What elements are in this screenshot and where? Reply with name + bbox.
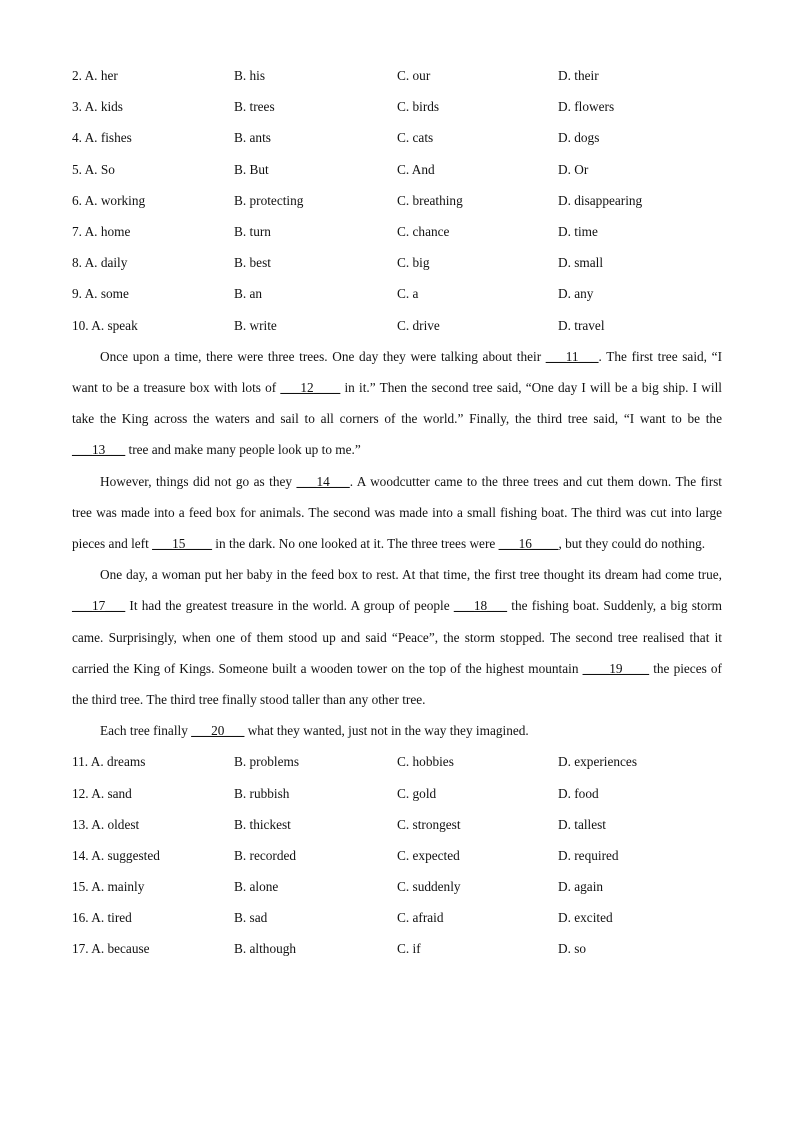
option-b: B. thickest [234,816,291,832]
blank-16: ___16____ [498,535,559,551]
option-b: B. although [234,941,297,957]
option-d: D. so [558,941,587,957]
passage-text: Each tree finally [100,723,192,739]
passage-text: , but they could do nothing. [558,535,706,551]
passage-text: . The first tree said, “I want to be a treasure box with lots of [72,348,722,395]
option-a: 16. A. tired [72,910,132,926]
option-d: D. disappearing [558,192,643,208]
passage-text: . A woodcutter came to the three trees and cut them down. The first tree was made into a feed box for animals. The second was made into a small fishing boat. The third was cut into large pieces and left [72,473,722,551]
option-a: 7. A. home [72,223,131,239]
option-row-7 [72,216,722,247]
passage-text: the pieces of the third tree. The third tree finally stood taller than any other tree. [72,660,722,707]
option-a: 14. A. suggested [72,847,160,863]
option-b: B. an [234,286,263,302]
option-d: D. dogs [558,130,600,146]
blank-12: ___12____ [280,379,341,395]
option-d: D. any [558,286,594,302]
passage-text: It had the greatest treasure in the world. A group of people [125,598,454,614]
option-b: B. his [234,68,266,83]
blank-11: ___11___ [545,348,599,364]
option-row-17 [72,933,722,964]
option-d: D. flowers [558,99,615,115]
option-row-9 [72,278,722,309]
options-top [72,60,722,341]
option-b: B. problems [234,754,300,770]
passage-text: However, things did not go as they [100,473,297,489]
option-row-13 [72,809,722,840]
passage-text: tree and make many people look up to me.” [125,442,361,458]
option-row-12 [72,778,722,809]
option-row-6 [72,185,722,216]
option-a: 11. A. dreams [72,754,146,770]
option-b: B. sad [234,910,268,926]
option-b: B. write [234,317,277,333]
option-a: 13. A. oldest [72,816,140,832]
option-row-4 [72,122,722,153]
option-a: 17. A. because [72,941,150,957]
blank-18: ___18___ [453,598,508,614]
option-d: D. excited [558,910,613,926]
option-d: D. food [558,785,599,801]
option-a: 12. A. sand [72,785,132,801]
option-a: 10. A. speak [72,317,138,333]
option-c: C. cats [397,130,434,146]
passage-paragraph-4 [72,715,722,746]
option-row-10 [72,310,722,341]
option-d: D. their [558,68,599,83]
option-d: D. required [558,847,619,863]
option-c: C. our [397,68,431,83]
option-row-3 [72,91,722,122]
option-b: B. protecting [234,192,304,208]
option-b: B. recorded [234,847,297,863]
option-a: 3. A. kids [72,99,123,115]
option-d: D. travel [558,317,605,333]
cloze-passage [72,341,722,747]
option-c: C. expected [397,847,460,863]
option-b: B. turn [234,223,271,239]
passage-paragraph-2 [72,466,722,560]
blank-13: ___13___ [72,442,126,458]
option-c: C. chance [397,223,450,239]
option-c: C. drive [397,317,440,333]
option-a: 9. A. some [72,286,129,302]
option-b: B. But [234,161,269,177]
option-row-15 [72,871,722,902]
worksheet-page [72,60,722,965]
option-c: C. And [397,161,435,177]
option-a: 6. A. working [72,192,146,208]
option-c: C. gold [397,785,437,801]
option-b: B. alone [234,879,279,895]
passage-text: the fishing boat. Suddenly, a big storm came. Surprisingly, when one of them stood up and said “Peace”, the storm stopped. The second tree realised that it carried the King of Kings. Someone built a wooden tower on the top of the highest mountain [72,598,722,676]
option-c: C. if [397,941,421,957]
option-b: B. trees [234,99,275,115]
blank-14: ___14___ [296,473,350,489]
option-c: C. a [397,286,419,302]
passage-text: in the dark. No one looked at it. The three trees were [211,535,499,551]
passage-text: Once upon a time, there were three trees. One day they were talking about their [100,348,546,364]
option-row-14 [72,840,722,871]
option-d: D. tallest [558,816,607,832]
blank-20: ___20___ [191,723,245,739]
option-b: B. best [234,255,271,271]
passage-paragraph-3 [72,559,722,715]
option-d: D. experiences [558,754,638,770]
option-a: 15. A. mainly [72,879,145,895]
blank-15: ___15____ [152,535,212,551]
option-d: D. time [558,223,598,239]
passage-text: in it.” Then the second tree said, “One day I will be a big ship. I will take the King across the waters and sail to all corners of the world.” Finally, the third tree said, “I want to be the [72,379,722,427]
option-d: D. Or [558,161,589,177]
option-a: 8. A. daily [72,255,128,271]
passage-text: what they wanted, just not in the way they imagined. [244,723,529,739]
option-b: B. rubbish [234,785,290,801]
option-c: C. afraid [397,910,444,926]
blank-19: ____19____ [582,660,650,676]
option-row-16 [72,902,722,933]
option-c: C. big [397,255,430,271]
option-c: C. suddenly [397,879,461,895]
option-c: C. strongest [397,816,461,832]
option-row-8 [72,247,722,278]
option-c: C. breathing [397,192,463,208]
passage-paragraph-1 [72,341,722,466]
option-row-11 [72,746,722,777]
options-bottom [72,746,722,964]
blank-17: ___17___ [72,598,126,614]
option-c: C. hobbies [397,754,454,770]
option-a: 5. A. So [72,161,115,177]
option-d: D. again [558,879,604,895]
option-a: 4. A. fishes [72,130,132,146]
option-row-5 [72,154,722,185]
passage-text: One day, a woman put her baby in the feed box to rest. At that time, the first tree thought its dream had come true, [100,567,722,583]
option-c: C. birds [397,99,440,115]
option-row-2 [72,60,722,91]
option-d: D. small [558,255,604,271]
option-a: 2. A. her [72,68,118,83]
option-b: B. ants [234,130,271,146]
